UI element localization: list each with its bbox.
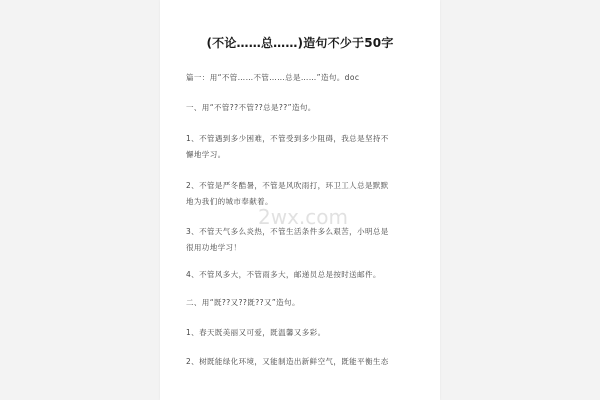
text-line: 1、不管遇到多少困难，不管受到多少阻碍，我总是坚持不 xyxy=(186,134,389,143)
text-line: 一、用“不管??不管??总是??”造句。 xyxy=(186,103,316,112)
text-line: 4、不管风多大，不管雨多大，邮递员总是按时送邮件。 xyxy=(186,270,381,279)
text-line: 二、用“既??又??既??又”造句。 xyxy=(186,298,300,307)
text-line: 地为我们的城市奉献着。 xyxy=(186,197,273,206)
text-line: 2、树既能绿化环境，又能制造出新鲜空气，既能平衡生态 xyxy=(186,357,389,366)
text-line: 篇一：用“不管……不管……总是……”造句。doc xyxy=(186,73,360,82)
text-line: 很用功地学习！ xyxy=(186,243,242,252)
watermark: 2wx.com xyxy=(258,205,348,229)
text-line: 1、春天既美丽又可爱，既温馨又多彩。 xyxy=(186,328,326,337)
text-line: 2、不管是严冬酷暑，不管是风吹雨打，环卫工人总是默默 xyxy=(186,181,389,190)
text-line: 懈地学习。 xyxy=(186,150,226,159)
document-page xyxy=(160,0,440,400)
text-line: 3、不管天气多么炎热，不管生活条件多么艰苦，小明总是 xyxy=(186,227,389,236)
document-title: (不论……总……)造句不少于50字 xyxy=(206,36,394,50)
